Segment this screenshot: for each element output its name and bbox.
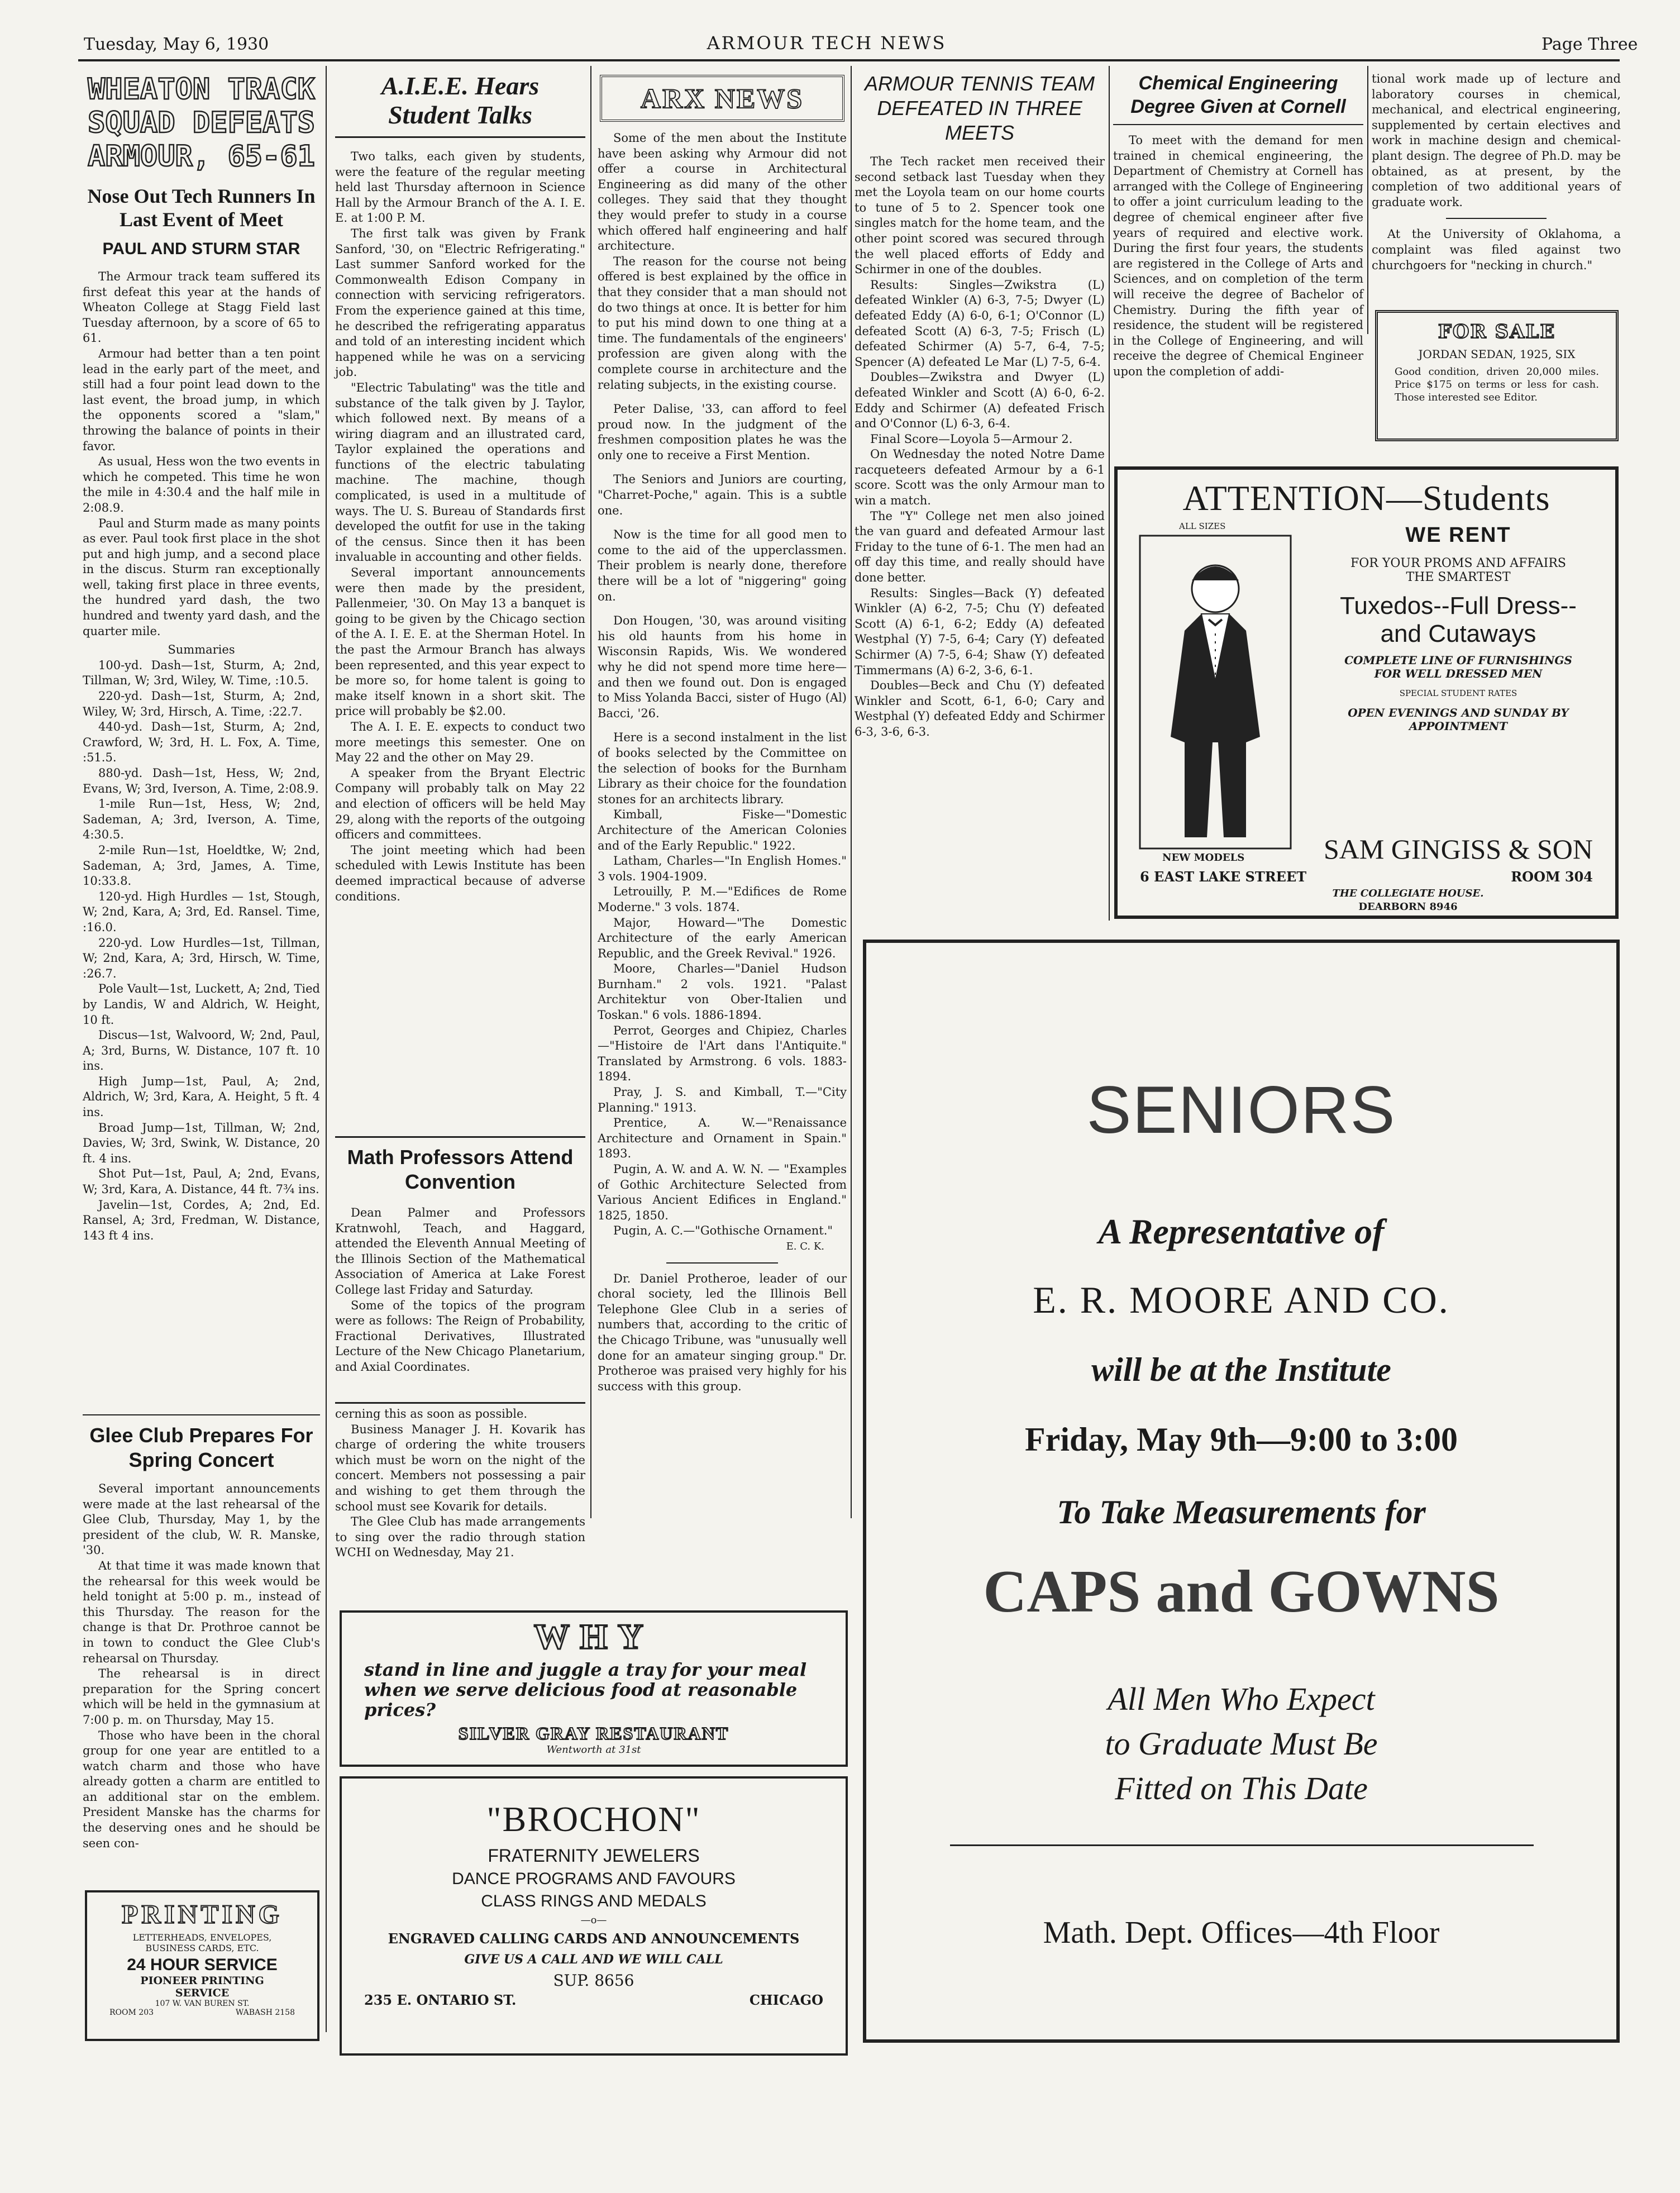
tennis-paragraph: Final Score—Loyola 5—Armour 2. [870,432,1073,446]
chem-continued [1372,71,1621,306]
why-text: stand in line and juggle a tray for your meal when we serve delicious food at reasonable prices? [364,1659,807,1720]
printing-line2: BUSINESS CARDS, ETC. [145,1943,259,1953]
masthead-paper-name: ARMOUR TECH NEWS [707,32,947,54]
tennis-body [855,154,1105,740]
chem-separator [1446,218,1547,219]
arx-closing: Dr. Daniel Protheroe, leader of our choral society, led the Illinois Bell Telephone Glee Club in a series of numbers that, according to the critic of the Chicago Tribune, was "unusually well done for an amateur singing group." Dr. Protheroe was praised very highly for his success with this group. [598,1271,847,1393]
brochon-ornament: —o— [580,1914,607,1926]
seniors-line3: To Take Measurements for [1057,1494,1426,1531]
seniors-line6: Fitted on This Date [1115,1770,1368,1806]
summary-item: Pole Vault—1st, Luckett, A; 2nd, Tied by Landis, W and Aldrich, W. Height, 10 ft. [83,982,320,1027]
track-body [83,269,320,1243]
arx-book: Major, Howard—"The Domestic Architecture of the early American Republic, and the Greek Revival." 1926. [598,916,847,960]
gingiss-new-models: NEW MODELS [1162,852,1245,864]
column-rule-4 [1109,66,1110,921]
glee-paragraph: The rehearsal is in direct preparation for the Spring concert which will be held in the gymnasium at 7:00 p. m. on Thursday, May 15. [83,1667,320,1727]
brochon-line4: ENGRAVED CALLING CARDS AND ANNOUNCEMENTS [388,1930,800,1947]
summary-item: Discus—1st, Walvoord, W; 2nd, Paul, A; 3rd, Burns, W. Distance, 107 ft. 10 ins. [83,1028,320,1073]
glee-continued-paragraph: Business Manager J. H. Kovarik has charge of ordering the white trousers which must be worn on the night of the concert. Members not possessing a pair and wishing to get them through the school must see Kovarik for details. [335,1422,585,1513]
summary-item: High Jump—1st, Paul, A; 2nd, Aldrich, W; 3rd, Kara, A. Height, 5 ft. 4 ins. [83,1074,320,1119]
printing-title: PRINTING [121,1900,283,1929]
gingiss-ad [1114,466,1619,919]
gingiss-we-rent: WE RENT [1405,523,1511,547]
tuxedo-man-illustration [1140,536,1291,848]
gingiss-cutaways: and Cutaways [1380,620,1536,647]
printing-service: 24 HOUR SERVICE [127,1956,278,1974]
arx-body [598,131,847,1394]
arx-paragraph: Peter Dalise, '33, can afford to feel proud now. In the judgment of the freshmen composition plates he was the only one to receive a First Mention. [598,402,847,462]
summary-item: 1-mile Run—1st, Hess, W; 2nd, Sademan, A; 3rd, Iverson, A. Time, 4:30.5. [83,797,320,842]
aiee-paragraph: The first talk was given by Frank Sanford, '30, on "Electric Refrigerating." Last summer Sanford worked for the Commonwealth Edison Company in connection with servicing refrigerators. From the experience gained at this time, he described the refrigerating apparatus and told of an interesting incident which happened while he was on a servicing job. [335,226,585,379]
aiee-article [335,71,585,1133]
column-rule-5 [1367,66,1368,334]
arx-book: Pray, J. S. and Kimball, T.—"City Planning." 1913. [598,1085,847,1114]
tennis-paragraph: Doubles—Beck and Chu (Y) defeated Winkler and Scott, 6-1, 6-0; Cary and Westphal (Y) defeated Eddy and Schirmer 6-3, 3-6, 6-3. [855,679,1105,738]
glee-continued [335,1407,585,1560]
track-paragraph: Paul and Sturm made as many points as ever. Paul took first place in the shot put and high jump, and a second place in the discus. Sturm ran exceptionally well, taking first place in three events, the hundred yard dash, the two hundred and twenty yard dash, and the quarter mile. [83,516,320,638]
masthead-date: Tuesday, May 6, 1930 [84,35,269,54]
brochon-title: "BROCHON" [486,1799,701,1839]
summary-item: Broad Jump—1st, Tillman, W; 2nd, Davies, W; 3rd, Swink, W. Distance, 20 ft. 4 ins. [83,1121,320,1165]
tennis-paragraph: The "Y" College net men also joined the van guard and defeated Armour last Friday to the tune of 6-1. The men had an off day this time, and really should have done better. [855,509,1105,585]
brochon-address: 235 E. ONTARIO ST. [364,1992,517,2008]
arx-paragraph: Here is a second instalment in the list of books selected by the Committee on the selection of books for the Burnham Library as their choice for the foundation stones for an architects library. [598,731,847,806]
gingiss-company: SAM GINGISS & SON [1323,833,1593,865]
track-summaries-title: Summaries [168,643,235,657]
masthead-rule [78,59,1620,61]
brochon-ad [340,1776,848,2056]
for-sale-item: JORDAN SEDAN, 1925, SIX [1418,347,1576,361]
glee-paragraph: Those who have been in the choral group for one year are entitled to a watch charm and those who have already gotten a charm are entitled to an additional star on the emblem. President Manske has the charms for the deserving ones and he should be seen con- [83,1728,320,1850]
gingiss-headline: ATTENTION—Students [1182,478,1550,518]
chem-body [1113,133,1363,380]
seniors-line4: All Men Who Expect [1108,1681,1375,1717]
seniors-title: SENIORS [1086,1072,1396,1147]
why-ad [340,1610,848,1767]
summary-item: 120-yd. High Hurdles — 1st, Stough, W; 2nd, Kara, A; 3rd, Ed. Ransel. Time, :16.0. [83,889,320,934]
gingiss-dressed: FOR WELL DRESSED MEN [1374,667,1543,680]
aiee-paragraph: Several important announcements were then made by the president, Pallenmeier, '30. On May 13 a banquet is going to be given by the Chicago section of the A. I. E. E. at the Sherman Hotel. In the past the Armour Branch has always been represented, and this year expect to be more so, for home talent is going to make itself known in a short skit. The price will probably be $2.00. [335,566,585,718]
arx-signature: E. C. K. [786,1240,824,1252]
tennis-paragraph: Results: Singles—Back (Y) defeated Winkler (A) 6-2, 7-5; Chu (Y) defeated Scott (A) 6-1, 6-2; Eddy (A) defeated Westphal (Y) 7-5, 6-4; Cary (Y) defeated Schirmer (A) 7-5, 6-4; Shaw (Y) defeated Timmermans (A) 6-2, 3-6, 6-1. [855,586,1105,677]
glee-paragraph: Several important announcements were made at the last rehearsal of the Glee Club, Thursday, May 1, by the president of the club, W. R. Manske, '30. [83,1482,320,1557]
math-headline: Math Professors Attend Convention [347,1146,574,1193]
gingiss-appointment: APPOINTMENT [1409,719,1508,733]
aiee-paragraph: Two talks, each given by students, were the feature of the regular meeting held last Thursday afternoon in Science Hall by the Armour Branch of the A. I. E. E. at 1:00 P. M. [335,150,585,225]
gingiss-proms: FOR YOUR PROMS AND AFFAIRS [1350,556,1566,570]
arx-paragraph: Now is the time for all good men to come to the aid of the upperclassmen. Their problem is nearly done, therefore there will be a lot of "niggering" going on. [598,528,847,603]
arx-book: Perrot, Georges and Chipiez, Charles—"Histoire de l'Art dans l'Antiquite." Translated by Armstrong. 6 vols. 1883-1894. [598,1023,847,1084]
seniors-date: Friday, May 9th—9:00 to 3:00 [1025,1421,1458,1458]
math-rule [335,1136,585,1138]
arx-separator [666,1262,778,1264]
track-article [83,73,320,1531]
summary-item: 220-yd. Low Hurdles—1st, Tillman, W; 2nd, Kara, A; 3rd, Hirsch, W. Time, :26.7. [83,936,320,980]
summary-item: Javelin—1st, Cordes, A; 2nd, Ed. Ransel, A; 3rd, Fredman, W. Distance, 143 ft 4 ins. [83,1198,320,1242]
aiee-headline: A.I.E.E. Hears Student Talks [381,71,540,129]
printing-phone: WABASH 2158 [235,2008,295,2017]
summary-item: 100-yd. Dash—1st, Sturm, A; 2nd, Tillman, W; 3rd, Wiley, W. Time, :10.5. [83,658,320,688]
brochon-line5: GIVE US A CALL AND WE WILL CALL [464,1952,723,1967]
for-sale-ad [1375,310,1619,441]
tennis-article [855,71,1105,915]
column-rule-1 [326,66,327,2032]
tennis-paragraph: Doubles—Zwikstra and Dwyer (L) defeated Winkler and Scott (A) 6-0, 6-2. Eddy and Schirmer (A) defeated Frisch and O'Connor (L) 6-3, 6-4. [855,370,1105,431]
gingiss-tuxedos: Tuxedos--Full Dress-- [1340,592,1577,619]
tennis-paragraph: The Tech racket men received their second setback last Tuesday when they met the Loyola team on our home courts to tune of 5 to 2. Spencer took one singles match for the home team, and the other point scored was secured through the well placed efforts of Eddy and Schirmer in one of the doubles. [855,155,1105,276]
chem-article [1113,71,1363,485]
printing-address: 107 W. VAN BUREN ST. [155,1999,250,2008]
printing-company2: SERVICE [175,1987,230,1999]
aiee-rule [335,136,585,138]
glee-article [83,1423,320,1881]
brochon-line3: CLASS RINGS AND MEDALS [481,1892,707,1910]
printing-line1: LETTERHEADS, ENVELOPES, [132,1932,272,1943]
column-rule-2 [590,66,591,1518]
seniors-rule [950,1844,1534,1846]
track-paragraph: The Armour track team suffered its first defeat this year at the hands of Wheaton College at Stagg Field last Tuesday afternoon, by a score of 65 to 61. [83,270,320,345]
summary-item: Shot Put—1st, Paul, A; 2nd, Evans, W; 3rd, Kara, A. Distance, 44 ft. 7¾ ins. [83,1167,320,1196]
seniors-ad [863,940,1620,2043]
summary-item: 440-yd. Dash—1st, Sturm, A; 2nd, Crawford, W; 3rd, H. L. Fox, A. Time, :51.5. [83,720,320,765]
math-paragraph: Some of the topics of the program were as follows: The Reign of Probability, Fractional Derivatives, Illustrated Lecture of the New Chicago Planetarium, and Axial Coordinates. [335,1298,585,1374]
for-sale-title: FOR SALE [1438,321,1556,343]
aiee-body [335,149,585,904]
gingiss-smartest: THE SMARTEST [1406,570,1511,584]
summary-item: 2-mile Run—1st, Hoeldtke, W; 2nd, Sademan, A; 3rd, James, A. Time, 10:33.8. [83,843,320,888]
math-body [335,1205,585,1375]
printing-company: PIONEER PRINTING [140,1975,264,1987]
arx-headline: ARX NEWS [600,75,844,122]
gingiss-all-sizes: ALL SIZES [1179,521,1226,531]
seniors-line5: to Graduate Must Be [1105,1725,1378,1762]
why-title: WHY [534,1617,653,1656]
glee-body [83,1481,320,1851]
glee-headline: Glee Club Prepares For Spring Concert [89,1424,313,1471]
gingiss-house: THE COLLEGIATE HOUSE. [1332,888,1484,899]
for-sale-text: Good condition, driven 20,000 miles. Price $175 on terms or less for cash. Those interested see Editor. [1395,366,1599,403]
printing-ad [85,1890,319,2041]
arx-book: Pugin, A. C.—"Gothische Ornament." [613,1224,833,1238]
gingiss-room: ROOM 304 [1511,869,1593,885]
printing-room: ROOM 203 [109,2008,154,2017]
column-rule-3 [851,66,852,1518]
math-article [335,1145,585,1408]
brochon-city: CHICAGO [749,1992,823,2008]
why-location: Wentworth at 31st [546,1744,641,1756]
arx-article [598,71,847,1513]
seniors-office: Math. Dept. Offices—4th Floor [1043,1915,1440,1950]
seniors-line2: will be at the Institute [1091,1351,1391,1388]
aiee-paragraph: The A. I. E. E. expects to conduct two more meetings this semester. One on May 22 and the other on May 29. [335,719,585,765]
track-paragraph: Armour had better than a ten point lead in the early part of the meet, and still had a four point lead down to the last event, the broad jump, in which the opponents scored a "slam," throwing the balance of points in their favor. [83,346,320,453]
math-bottom-rule [335,1402,585,1404]
arx-book: Letrouilly, P. M.—"Edifices de Rome Moderne." 3 vols. 1874. [598,885,847,914]
masthead-page-number: Page Three [1541,35,1638,54]
gingiss-open: OPEN EVENINGS AND SUNDAY BY [1348,706,1569,719]
glee-continued-paragraph: The Glee Club has made arrangements to sing over the radio through station WCHI on Wednesday, May 21. [335,1515,585,1560]
tennis-paragraph: On Wednesday the noted Notre Dame racqueteers defeated Armour by a 6-1 score. Scott was the only Armour man to win a match. [855,447,1105,508]
gingiss-complete: COMPLETE LINE OF FURNISHINGS [1344,654,1572,667]
gingiss-address: 6 EAST LAKE STREET [1140,869,1307,885]
tennis-paragraph: Results: Singles—Zwikstra (L) defeated Winkler (A) 6-3, 7-5; Dwyer (L) defeated Eddy (A) 6-0, 6-1; O'Connor (L) defeated Scott (A) 6-3, 7-5; Frisch (L) defeated Schirmer (A) 5-7, 6-4, 7-5; Spencer (A) defeated Le Mar (L) 7-5, 6-4. [855,278,1105,369]
math-paragraph: Dean Palmer and Professors Kratnwohl, Teach, and Haggard, attended the Eleventh Annual Meeting of the Illinois Section of the Mathematical Association of America at Lake Forest College last Friday and Saturday. [335,1206,585,1296]
seniors-line1: A Representative of [1098,1212,1385,1251]
brochon-phone: SUP. 8656 [553,1971,634,1990]
track-subhead-stars: PAUL AND STURM STAR [102,240,300,258]
gingiss-rates: SPECIAL STUDENT RATES [1399,688,1517,698]
chem-headline: Chemical Engineering Degree Given at Cornell [1130,73,1346,117]
chem-rule [1113,124,1363,125]
summary-item: 880-yd. Dash—1st, Hess, W; 2nd, Evans, W; 3rd, Iverson, A. Time, 2:08.9. [83,766,320,795]
track-subhead: Nose Out Tech Runners In Last Event of Meet [87,185,316,231]
seniors-caps-gowns: CAPS and GOWNS [983,1558,1500,1625]
arx-book: Kimball, Fiske—"Domestic Architecture of the American Colonies and of the Early Republic." 1922. [598,808,847,852]
arx-paragraph: The Seniors and Juniors are courting, "Charret-Poche," again. This is a subtle one. [598,473,847,517]
arx-book: Pugin, A. W. and A. W. N. — "Examples of Gothic Architecture Selected from Various Ancient Edifices in England." 1825, 1850. [598,1162,847,1222]
glee-paragraph: At that time it was made known that the rehearsal for this week would be held tonight at 5:00 p. m., instead of this Thursday. The reason for the change is that Dr. Prothroe cannot be in town to conduct the Glee Club's rehearsal on Thursday. [83,1558,320,1665]
oklahoma-item: At the University of Oklahoma, a complaint was filed against two churchgoers for "necking in church." [1372,227,1621,272]
arx-paragraph: The reason for the course not being offered is best explained by the office in that they consider that a man should not do two things at once. It is better for him to put his mind down to one thing at a time. The fundamentals of the engineers' profession are given along with the complete course in architecture and the relating subjects, in the existing course. [598,254,847,392]
arx-paragraph: Don Hougen, '30, was around visiting his old haunts from his home in Wisconsin Rapids, Wis. We wondered why he did not spend more time here—and then we found out. Don is engaged to Miss Yolanda Bacci, sister of Hugo (Al) Bacci, '26. [598,614,847,720]
glee-continued-paragraph: cerning this as soon as possible. [335,1407,528,1420]
arx-book: Moore, Charles—"Daniel Hudson Burnham." 2 vols. 1921. "Palast Architektur von Ober-Italien und Toskan." 6 vols. 1886-1894. [598,962,847,1022]
aiee-paragraph: The joint meeting which had been scheduled with Lewis Institute has been deemed impractical because of adverse conditions. [335,843,585,903]
arx-paragraph: Some of the men about the Institute have been asking why Armour did not offer a course in Architectural Engineering as did many of the other colleges. They said that they thought they would prefer to study in a course which offered half engineering and half architecture. [598,131,847,253]
glee-rule [83,1414,320,1415]
why-restaurant: SILVER GRAY RESTAURANT [458,1723,729,1743]
arx-book: Prentice, A. W.—"Renaissance Architecture and Ornament in Spain." 1893. [598,1116,847,1161]
arx-book: Latham, Charles—"In English Homes." 3 vols. 1904-1909. [598,854,847,883]
aiee-paragraph: A speaker from the Bryant Electric Company will probably talk on May 22 and election of officers will be held May 29, along with the reports of the outgoing officers and committees. [335,766,585,842]
aiee-paragraph: "Electric Tabulating" was the title and substance of the talk given by J. Taylor, which followed next. By means of a wiring diagram and an illustrated card, Taylor explained the operations and functions of the electric tabulating machine. The machine, though complicated, is used in a multitude of ways. The U. S. Bureau of Standards first developed the outfit for use in the taking of the census. Since then it has been invaluable in accounting and other fields. [335,380,585,564]
track-paragraph: As usual, Hess won the two events in which he competed. This time he won the mile in 4:30.4 and the half mile in 2:08.9. [83,455,320,514]
track-headline: WHEATON TRACK SQUAD DEFEATS ARMOUR, 65-61 [88,73,315,173]
tennis-headline: ARMOUR TENNIS TEAM DEFEATED IN THREE MEETS [864,72,1095,144]
seniors-company: E. R. MOORE AND CO. [1033,1279,1450,1321]
summary-item: 220-yd. Dash—1st, Sturm, A; 2nd, Wiley, W; 3rd, Hirsch, A. Time, :22.7. [83,689,320,718]
brochon-line2: DANCE PROGRAMS AND FAVOURS [452,1870,736,1888]
chem-paragraph: To meet with the demand for men trained in chemical engineering, the Department of Chemistry at Cornell has arranged with the College of Engineering to offer a joint curriculum leading to the degree of chemical engineer after five years of required and elective work. During the first four years, the students are registered in the College of Arts and Sciences, and on completion of the term will receive the degree of Bachelor of Chemistry. During the fifth year of residence, the student will be registered in the College of Engineering, and will receive the degree of Chemical Engineer upon the completion of addi- [1113,134,1363,378]
chem-continued-paragraph: tional work made up of lecture and laboratory courses in chemical, mechanical, and electrical engineering, supplemented by certain electives and work in machine design and chemical-plant design. The degree of Ph.D. may be obtained, as at present, by the completion of two additional years of graduate work. [1372,72,1621,209]
brochon-line1: FRATERNITY JEWELERS [488,1846,700,1866]
gingiss-phone: DEARBORN 8946 [1358,901,1458,913]
